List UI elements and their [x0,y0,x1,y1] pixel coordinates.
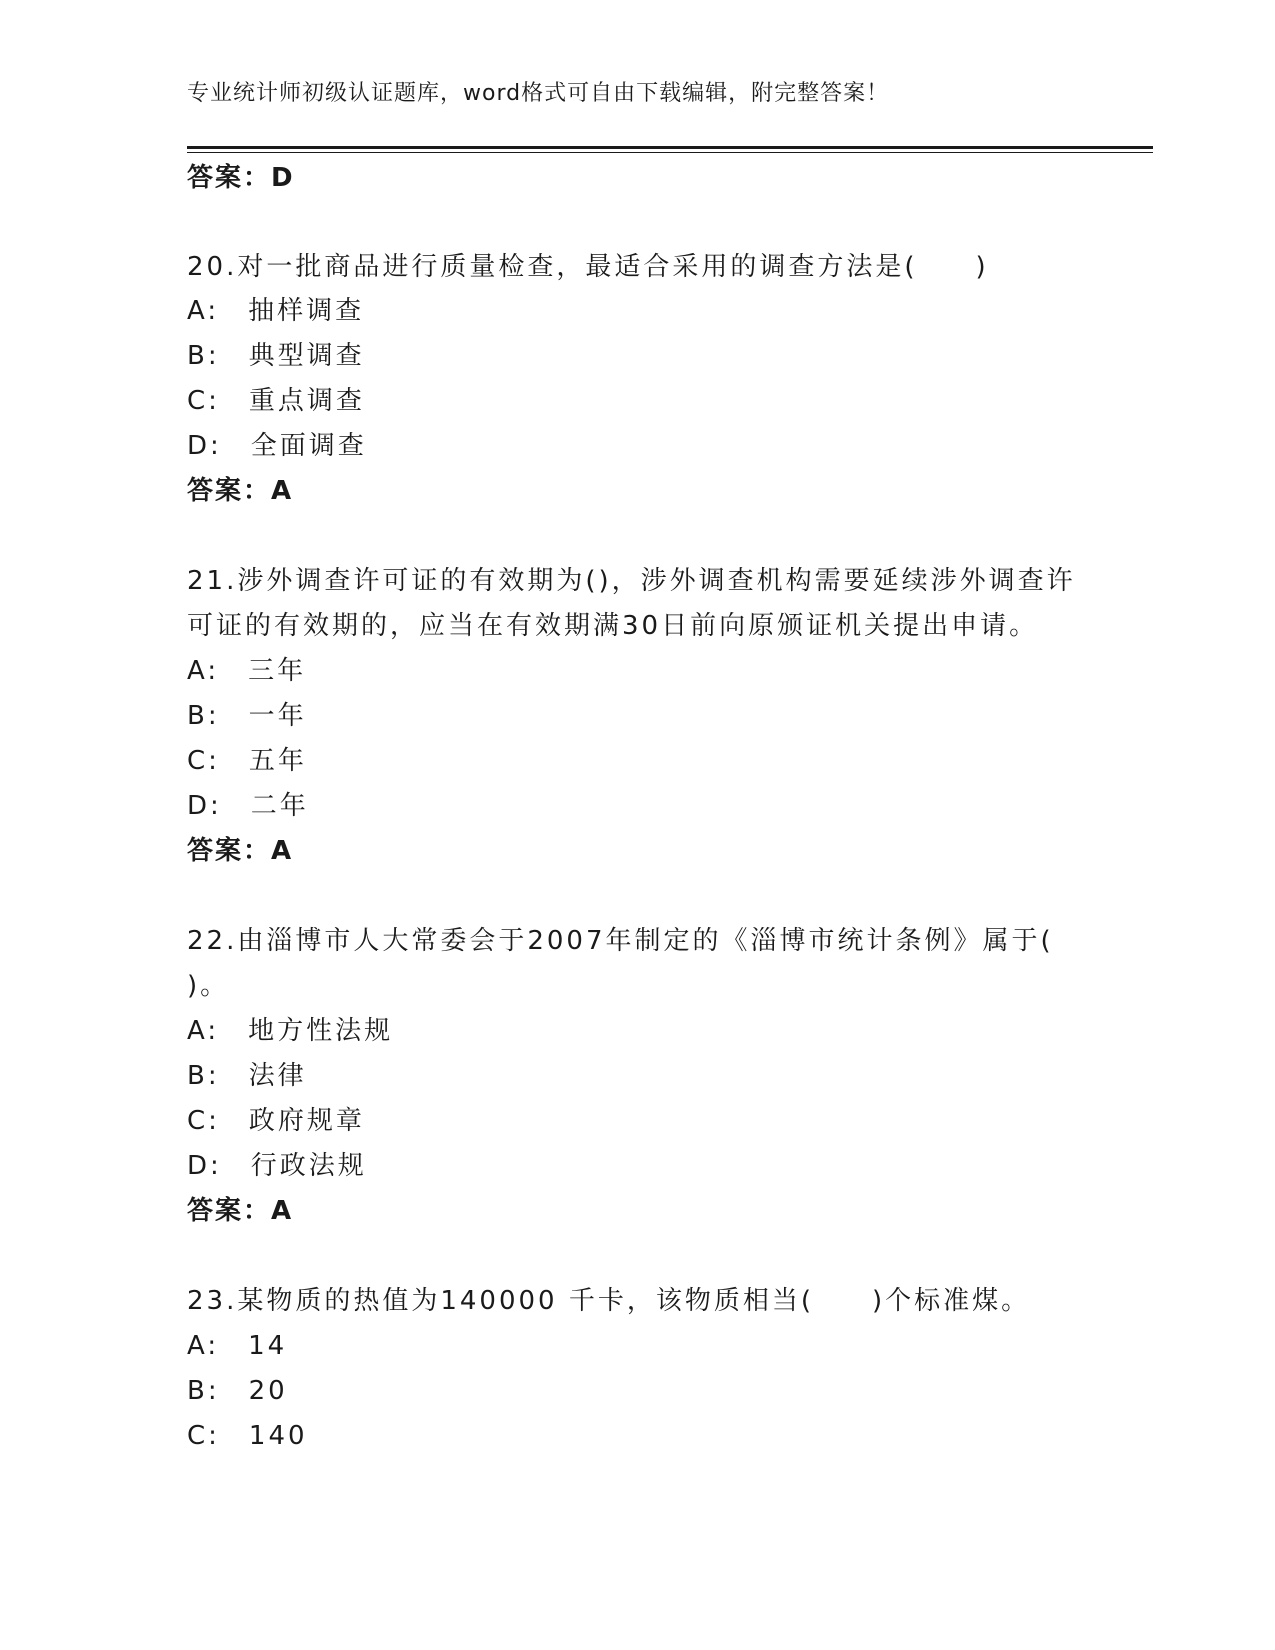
question-22-answer: 答案：A [187,1196,294,1226]
question-23-option-c: C: 140 [187,1421,308,1451]
answer-previous: 答案：D [187,163,295,193]
question-21-option-a: A: 三年 [187,656,307,686]
question-21-stem-line-1: 21.涉外调查许可证的有效期为()，涉外调查机构需要延续涉外调查许 [187,566,1076,596]
page-header: 专业统计师初级认证题库，word格式可自由下载编辑，附完整答案！ [187,81,890,106]
question-22-stem-line-1: 22.由淄博市人大常委会于2007年制定的《淄博市统计条例》属于( [187,926,1054,956]
question-21-answer: 答案：A [187,836,294,866]
question-20-option-b: B: 典型调查 [187,341,365,371]
header-rule-thick [187,146,1153,149]
question-23-option-b: B: 20 [187,1376,288,1406]
question-22-option-c: C: 政府规章 [187,1106,365,1136]
question-22-option-b: B: 法律 [187,1061,307,1091]
header-rule-thin [187,152,1153,153]
question-23-stem: 23.某物质的热值为140000 千卡，该物质相当( )个标准煤。 [187,1286,1031,1316]
question-21-option-d: D: 二年 [187,791,309,821]
question-20-option-d: D: 全面调查 [187,431,367,461]
question-22-option-d: D: 行政法规 [187,1151,367,1181]
question-21-option-b: B: 一年 [187,701,307,731]
question-23-option-a: A: 14 [187,1331,288,1361]
question-20-option-a: A: 抽样调查 [187,296,365,326]
question-20-option-c: C: 重点调查 [187,386,365,416]
question-21-stem-line-2: 可证的有效期的，应当在有效期满30日前向原颁证机关提出申请。 [187,611,1039,641]
question-20-stem: 20.对一批商品进行质量检查，最适合采用的调查方法是( ) [187,252,989,282]
question-20-answer: 答案：A [187,476,294,506]
question-22-option-a: A: 地方性法规 [187,1016,394,1046]
question-21-option-c: C: 五年 [187,746,307,776]
question-22-stem-line-2: )。 [187,971,230,1001]
